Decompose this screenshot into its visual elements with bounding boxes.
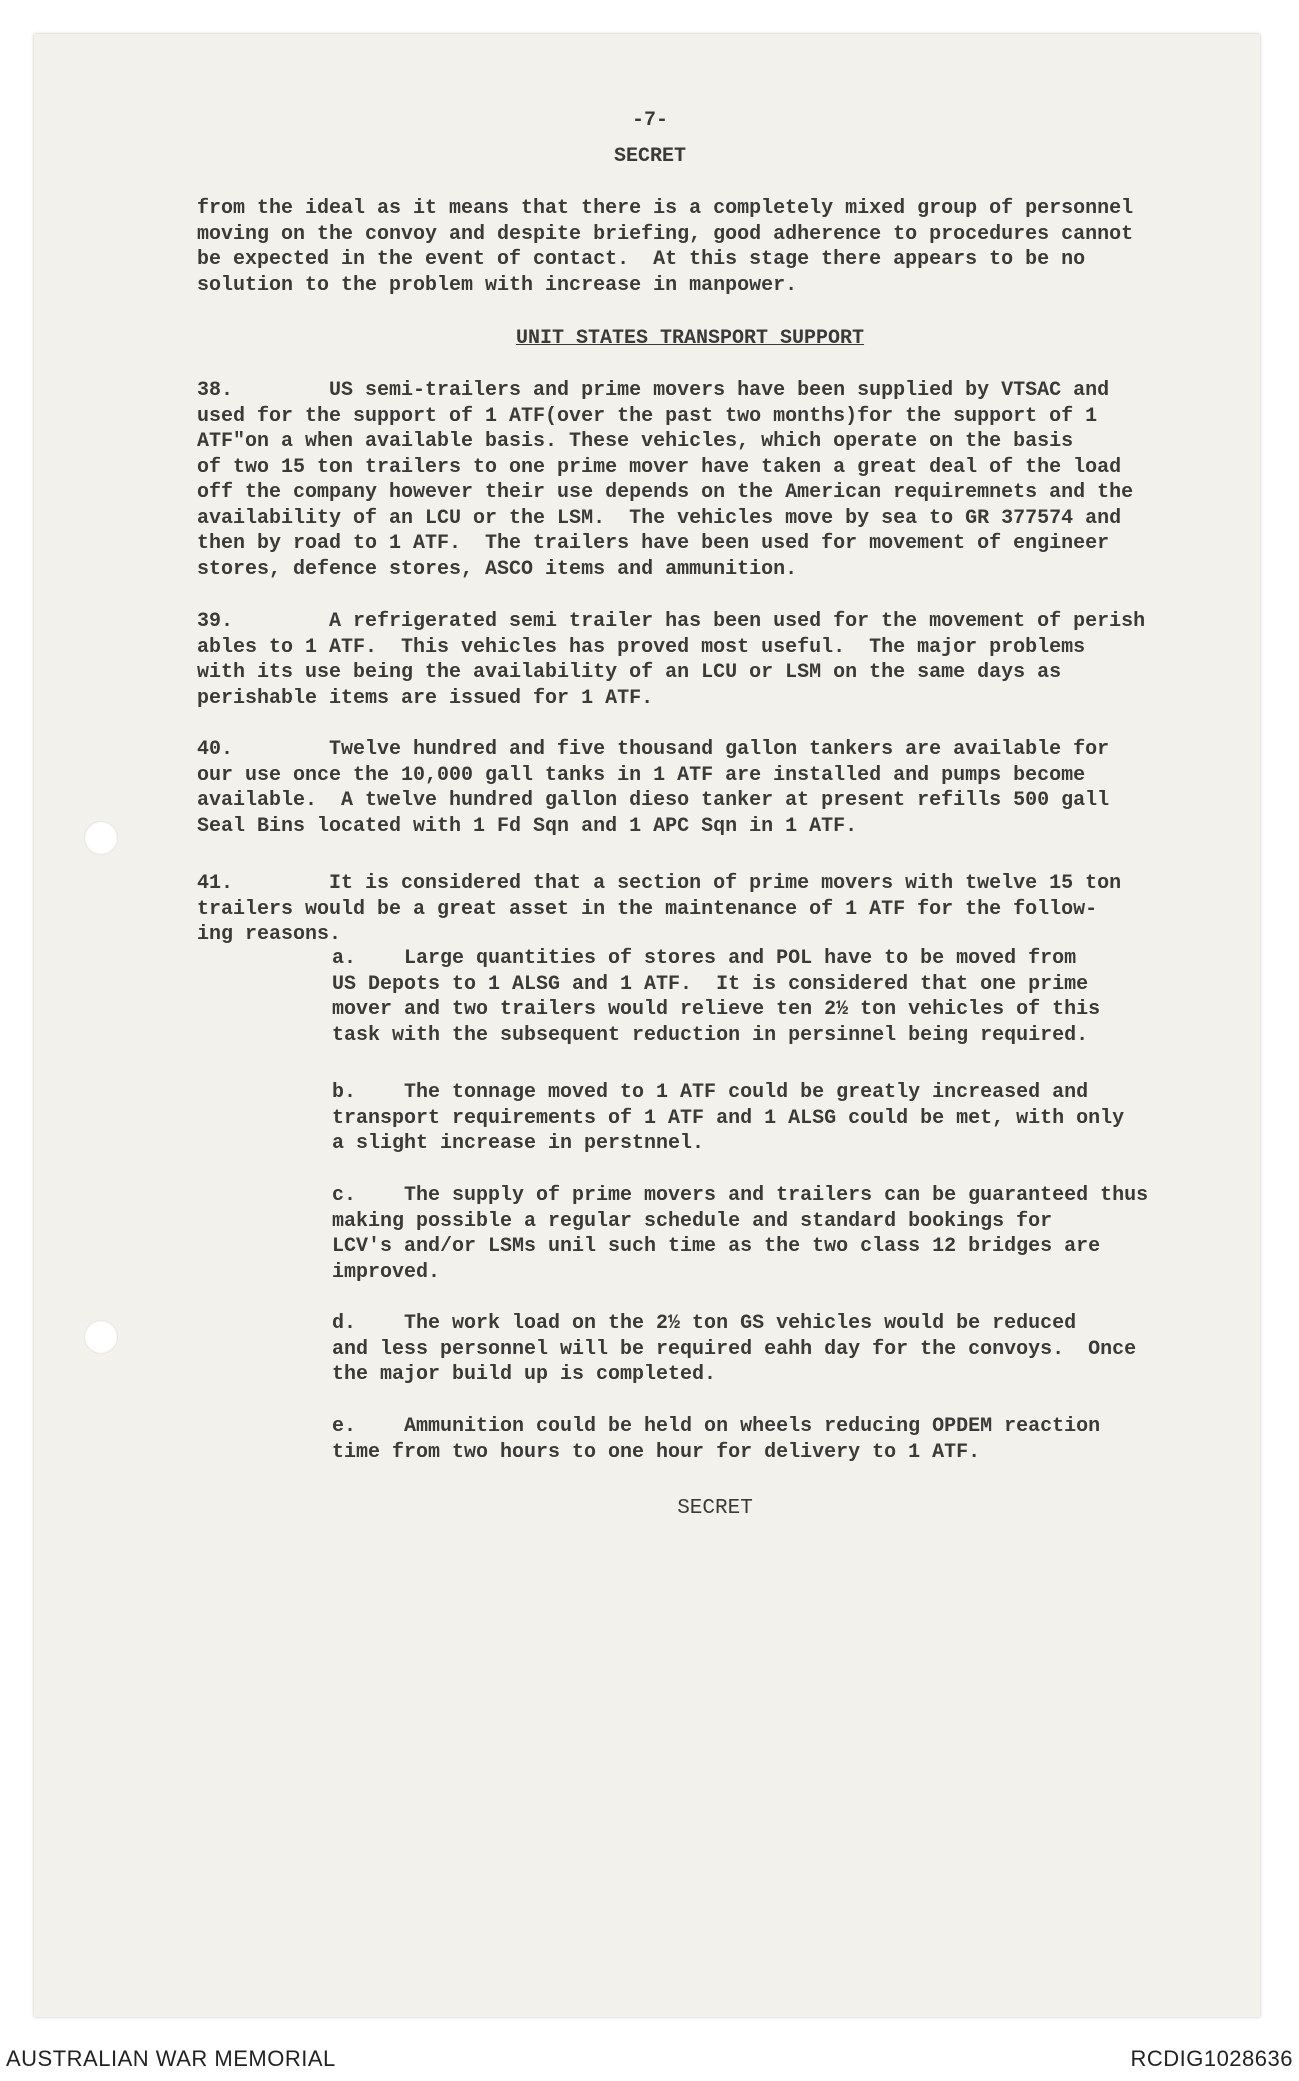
footer-right-label: RCDIG1028636 <box>1130 2046 1293 2071</box>
paragraph-41: 41. It is considered that a section of prime movers with twelve 15 ton trailers would be a great asset in the maintenance of 1 ATF for the follow- ing reasons. <box>197 872 1122 946</box>
subparagraph-b: b. The tonnage moved to 1 ATF could be greatly increased and transport requirements of 1 ATF and 1 ALSG could be met, with only a slight increase in perstnnel. <box>332 1081 1125 1155</box>
paragraph-40: 40. Twelve hundred and five thousand gallon tankers are available for our use once the 10,000 gall tanks in 1 ATF are installed and pumps become available. A twelve hundred gallon dieso tanker at present refills 500 gall Seal Bins located with 1 Fd Sqn and 1 APC Sqn in 1 ATF. <box>197 738 1110 838</box>
section-heading <box>450 326 930 352</box>
subparagraph-e: e. Ammunition could be held on wheels reducing OPDEM reaction time from two hours to one hour for delivery to 1 ATF. <box>332 1415 1101 1464</box>
page-number: -7- <box>631 109 668 132</box>
punch-hole-top <box>84 821 118 855</box>
classification-bottom: SECRET <box>677 1497 753 1520</box>
footer-left-label: AUSTRALIAN WAR MEMORIAL <box>6 2046 336 2071</box>
paragraph-39: 39. A refrigerated semi trailer has been used for the movement of perish ables to 1 ATF. This vehicles has proved most useful. The major problems with its use being the availability of an LCU or LSM on the same days as perishable items are issued for 1 ATF. <box>197 610 1146 710</box>
section-heading-text: UNIT STATES TRANSPORT SUPPORT <box>515 327 865 350</box>
paragraph-38: 38. US semi-trailers and prime movers have been supplied by VTSAC and used for the support of 1 ATF(over the past two months)for the support of 1 ATF"on a when available basis. These vehicles, which operate on the basis of two 15 ton trailers to one prime mover have taken a great deal of the load off the company however their use depends on the American requiremnets and the availability of an LCU or the LSM. The vehicles move by sea to GR 377574 and then by road to 1 ATF. The trailers have been used for movement of engineer stores, defence stores, ASCO items and ammunition. <box>197 379 1134 581</box>
subparagraph-a: a. Large quantities of stores and POL have to be moved from US Depots to 1 ALSG and 1 ATF. It is considered that one prime mover and two trailers would relieve ten 2½ ton vehicles of this task with the subsequent reduction in persinnel being required. <box>332 947 1101 1047</box>
subparagraph-d: d. The work load on the 2½ ton GS vehicles would be reduced and less personnel will be required eahh day for the convoys. Once the major build up is completed. <box>332 1312 1137 1386</box>
subparagraph-c: c. The supply of prime movers and trailers can be guaranteed thus making possible a regular schedule and standard bookings for LCV's and/or LSMs unil such time as the two class 12 bridges are improved. <box>332 1184 1149 1284</box>
punch-hole-bottom <box>84 1320 118 1354</box>
intro-paragraph: from the ideal as it means that there is a completely mixed group of personnel moving on the convoy and despite briefing, good adherence to procedures cannot be expected in the event of contact. At this stage there appears to be no solution to the problem with increase in manpower. <box>197 197 1134 297</box>
classification-top: SECRET <box>613 145 686 168</box>
